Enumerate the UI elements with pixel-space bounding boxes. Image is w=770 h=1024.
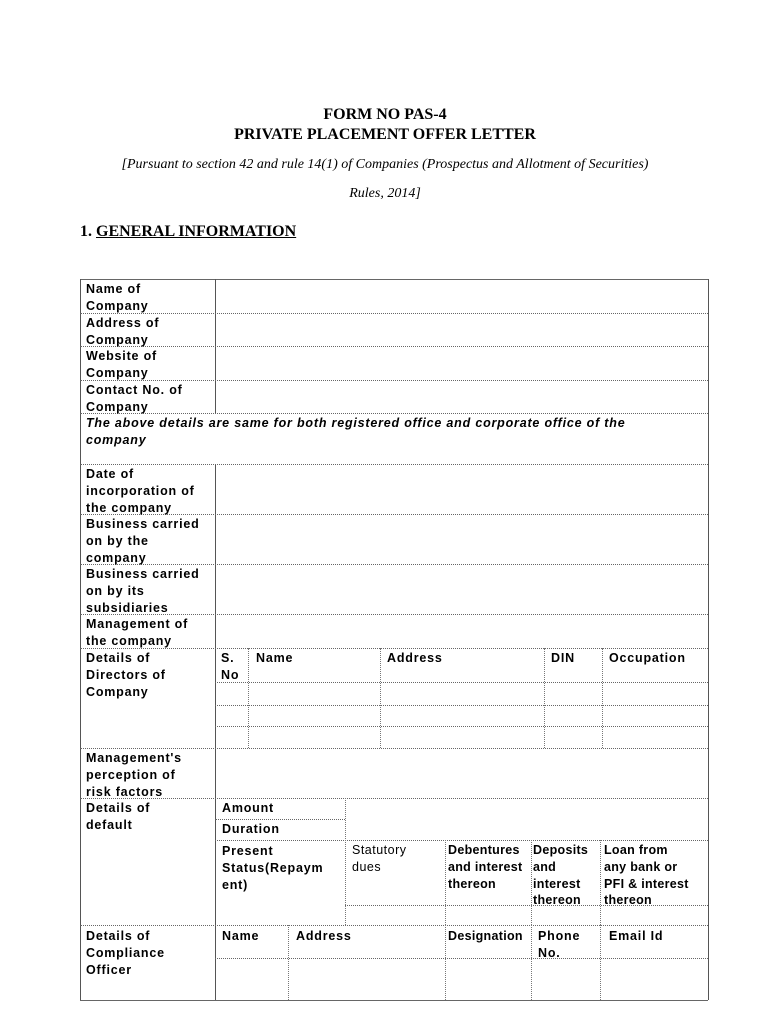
directors-header-sno: S. No: [221, 651, 240, 682]
default-present-status: Present Status(Repaym ent): [222, 844, 324, 892]
pursuant-line-2: Rules, 2014]: [349, 186, 421, 201]
compliance-header-address: Address: [296, 929, 352, 943]
default-loan: Loan from any bank or PFI & interest thereon: [604, 843, 689, 908]
form-title: PRIVATE PLACEMENT OFFER LETTER: [234, 126, 536, 143]
compliance-header-designation: Designation: [448, 929, 523, 943]
section-number: 1.: [80, 223, 92, 240]
label-name-of-company: Name of Company: [86, 282, 149, 313]
label-address-of-company: Address of Company: [86, 316, 160, 347]
label-business-company: Business carried on by the company: [86, 517, 200, 565]
label-details-of-default: Details of default: [86, 801, 151, 832]
compliance-header-name: Name: [222, 929, 260, 943]
label-contact-no: Contact No. of Company: [86, 383, 183, 414]
default-deposits: Deposits and interest thereon: [533, 843, 589, 908]
label-directors: Details of Directors of Company: [86, 651, 166, 699]
directors-header-occupation: Occupation: [609, 651, 686, 665]
note-registered-office: The above details are same for both registered office and corporate office of the company: [86, 416, 626, 447]
compliance-header-phone: Phone No.: [538, 929, 581, 960]
compliance-header-email: Email Id: [609, 929, 664, 943]
label-date-of-incorporation: Date of incorporation of the company: [86, 467, 195, 515]
label-compliance-officer: Details of Compliance Officer: [86, 929, 165, 977]
directors-header-address: Address: [387, 651, 443, 665]
label-website-of-company: Website of Company: [86, 349, 157, 380]
default-duration: Duration: [222, 822, 280, 836]
form-number: FORM NO PAS-4: [323, 106, 447, 123]
pursuant-line-1: [Pursuant to section 42 and rule 14(1) of Companies (Prospectus and Allotment of Securities): [121, 157, 649, 172]
label-business-subsidiaries: Business carried on by its subsidiaries: [86, 567, 200, 615]
section-title: GENERAL INFORMATION: [96, 223, 297, 240]
default-statutory-dues: Statutory dues: [352, 843, 407, 874]
default-amount: Amount: [222, 801, 275, 815]
directors-header-din: DIN: [551, 651, 575, 665]
directors-header-name: Name: [256, 651, 294, 665]
default-debentures: Debentures and interest thereon: [448, 843, 523, 891]
label-management: Management of the company: [86, 617, 189, 648]
section-heading: [80, 223, 296, 241]
label-risk-factors: Management's perception of risk factors: [86, 751, 182, 799]
